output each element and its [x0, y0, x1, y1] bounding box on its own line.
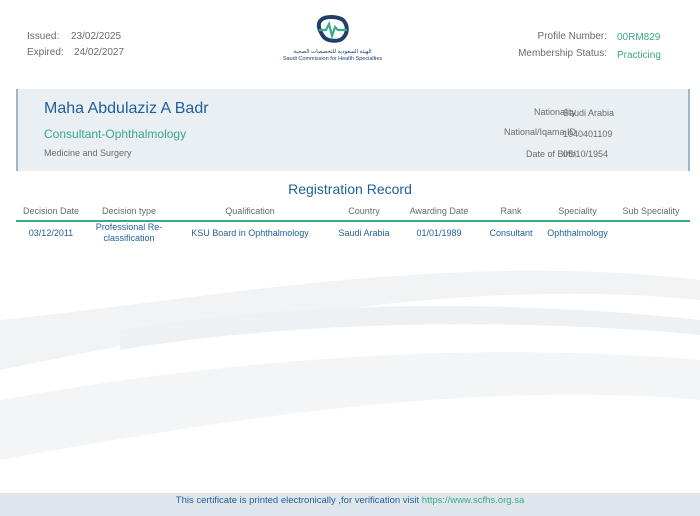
nationality-value: Saudi Arabia	[563, 108, 615, 118]
membership-status-label: Membership Status:	[518, 48, 607, 59]
column-header-decision-type: Decision type	[101, 206, 157, 216]
national-id-label: National/Iqama ID	[503, 127, 576, 137]
profile-number-label: Profile Number:	[537, 31, 607, 42]
national-id-value: 1040401109	[563, 129, 613, 139]
practitioner-title: Consultant-Ophthalmology	[44, 127, 187, 141]
column-header-decision-date: Decision Date	[22, 206, 80, 216]
column-header-qualification: Qualification	[225, 206, 275, 216]
cell-country: Saudi Arabia	[338, 228, 390, 238]
membership-status-value: Practicing	[617, 50, 661, 61]
footer-text: This certificate is printed electronically ,for verification visit	[175, 495, 422, 506]
cell-decision-type-line2: classification	[103, 233, 155, 243]
column-header-country: Country	[348, 206, 380, 216]
issued-label: Issued:	[27, 31, 60, 42]
practitioner-department: Medicine and Surgery	[44, 148, 132, 158]
issued-date: 23/02/2025	[71, 31, 122, 42]
expired-date: 24/02/2027	[74, 47, 125, 58]
scfhs-logo	[275, 14, 390, 66]
verification-link[interactable]: https://www.scfhs.org.sa	[421, 495, 525, 506]
logo-english-text: Saudi Commission for Health Specialties	[282, 56, 383, 62]
column-header-awarding-date: Awarding Date	[409, 206, 469, 216]
registration-record-title: Registration Record	[288, 181, 412, 197]
expired-label: Expired:	[27, 47, 64, 58]
nationality-label: Nationality	[533, 107, 576, 117]
date-of-birth-value: 05/10/1954	[563, 149, 609, 159]
cell-awarding-date: 01/01/1989	[416, 228, 462, 238]
date-of-birth-label: Date of Birth	[525, 149, 576, 159]
column-header-speciality: Speciality	[558, 206, 597, 216]
cell-rank: Consultant	[489, 228, 533, 238]
cell-decision-type	[88, 222, 170, 244]
column-header-rank: Rank	[500, 206, 522, 216]
cell-decision-type-line1: Professional Re-	[95, 222, 163, 232]
scfhs-logo-icon	[315, 14, 351, 44]
verification-footer	[0, 493, 700, 516]
logo-arabic-text: الهيئة السعودية للتخصصات الصحية	[293, 49, 372, 55]
column-header-sub-speciality: Sub Speciality	[622, 206, 680, 216]
cell-speciality: Ophthalmology	[547, 228, 608, 238]
profile-number-value: 00RM829	[617, 32, 661, 43]
practitioner-name: Maha Abdulaziz A Badr	[44, 100, 209, 117]
cell-qualification: KSU Board in Ophthalmology	[191, 228, 309, 238]
cell-decision-date: 03/12/2011	[28, 228, 74, 238]
